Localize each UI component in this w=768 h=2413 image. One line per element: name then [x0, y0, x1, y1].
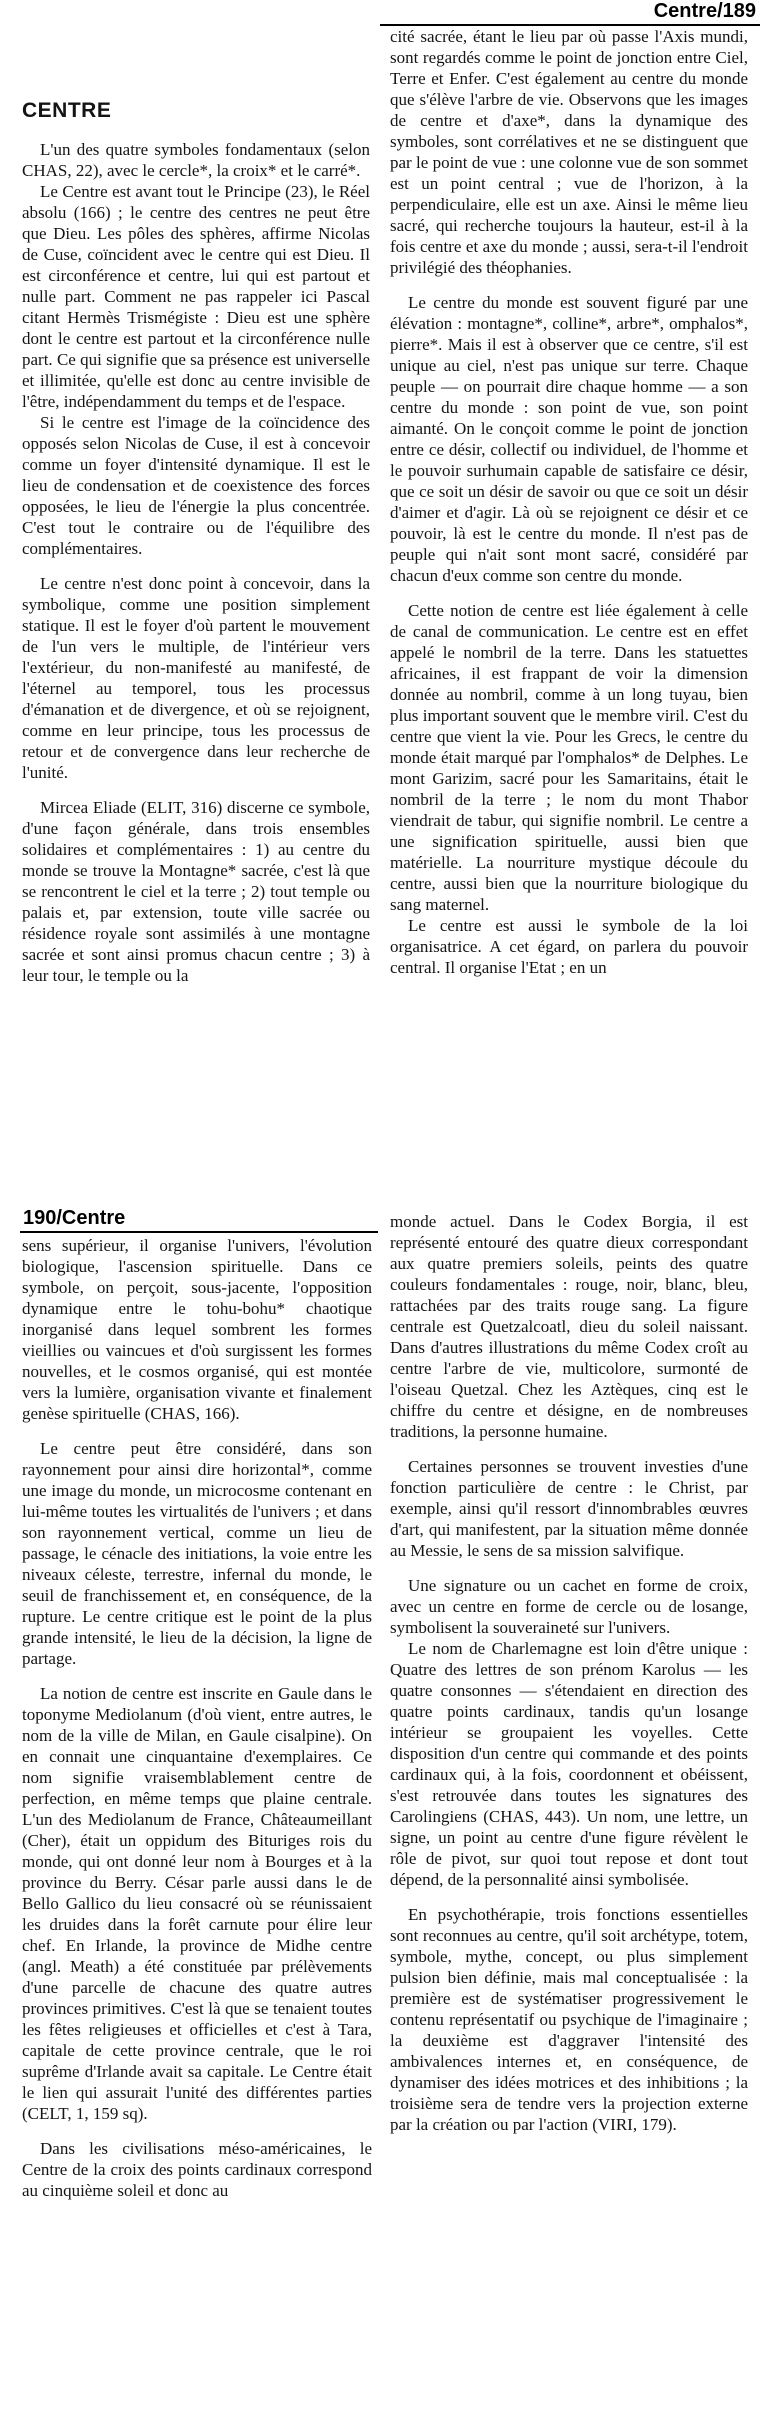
paragraph: Mircea Eliade (ELIT, 316) discerne ce symbole, d'une façon générale, dans trois ensembles solidaires et complémentaires : 1) au centre du monde se trouve la Montagne* sacrée, c'est là que se rencontrent le ciel et la terre ; 2) tout temple ou palais et, par extension, toute ville sacrée ou résidence royale sont assimilés à une montagne sacrée et sont ainsi promus chacun centre ; 3) à leur tour, le temple ou la [22, 798, 370, 985]
paragraph: Cette notion de centre est liée également à celle de canal de communication. Le centre est en effet appelé le nombril de la terre. Dans les statuettes africaines, il est frappant de voir la dimension donnée au nombril, comme à un long tuyau, bien plus important souvent que le membre viril. C'est du centre que vient la vie. Pour les Grecs, le centre du monde était marqué par l'omphalos* de Delphes. Le mont Garizim, sacré pour les Samaritains, était le nombril de la terre ; le nom du mont Thabor viendrait de tabur, qui signifie nombril. Le centre a une signification spirituelle, aussi bien que matérielle. La nourriture mystique découle du centre, aussi bien que la nourriture biologique du sang maternel. [390, 601, 748, 914]
paragraph: Le nom de Charlemagne est loin d'être unique : Quatre des lettres de son prénom Karolus — les quatre consonnes — s'étendaient en direction des quatre points cardinaux, tandis qu'un losange intérieur se groupaient les voyelles. Cette disposition d'un centre qui commande et des points cardinaux qui, à la fois, coordonnent et obéissent, s'est retrouvée dans toutes les signatures des Carolingiens (CHAS, 443). Un nom, une lettre, un signe, un point au centre d'une figure révèlent le rôle de pivot, sur quoi tout repose et dont tout dépend, de la personnalité ainsi symbolisée. [390, 1639, 748, 1889]
running-head: 190/Centre [23, 1207, 126, 1229]
page-190 [0, 1205, 768, 2413]
right-column [390, 1211, 748, 2413]
paragraph: cité sacrée, étant le lieu par où passe l'Axis mundi, sont regardés comme le point de jonction entre Ciel, Terre et Enfer. C'est également au centre du monde que s'élève l'arbre de vie. Observons que les images de centre et d'axe*, dans la dynamique des symboles, sont corrélatives et ne se distinguent que par le point de vue : une colonne vue de son sommet est un point central ; vue de l'horizon, à la perpendiculaire, elle est un axe. Ainsi le même lieu sacré, qui recherche toujours la hauteur, est-il à la fois centre et axe du monde ; aussi, sera-t-il l'endroit privilégié des théophanies. [390, 27, 748, 277]
paragraph: Dans les civilisations méso-américaines, le Centre de la croix des points cardinaux correspond au cinquième soleil et donc au [22, 2139, 372, 2200]
paragraph: sens supérieur, il organise l'univers, l'évolution biologique, l'ascension spirituelle. Dans ce symbole, on perçoit, sous-jacente, l'opposition dynamique entre le tohu-bohu* chaotique inorganisé dans lequel sombrent les formes vieillies ou vaincues et d'où surgissent les formes nouvelles, et le cosmos organisé, qui est montée vers la lumière, organisation vivante et finalement genèse spirituelle (CHAS, 166). [22, 1236, 372, 1423]
paragraph: Le centre du monde est souvent figuré par une élévation : montagne*, colline*, arbre*, omphalos*, pierre*. Mais il est à observer que ce centre, s'il est unique au ciel, n'est pas unique sur terre. Chaque peuple — on pourrait dire chaque homme — a son centre du monde : son point de vue, son point aimanté. On le conçoit comme le point de jonction entre ce désir, collectif ou individuel, de l'homme et le pouvoir surhumain capable de satisfaire ce désir, que ce soit un désir de savoir ou que ce soit un désir d'aimer et d'agir. Là où se rejoignent ce désir et ce pouvoir, là est le centre du monde. Il n'est pas de peuple qui n'ait sont mont sacré, considéré par chacun d'eux comme son centre du monde. [390, 293, 748, 585]
left-column [22, 100, 370, 1205]
running-head: Centre/189 [653, 0, 756, 22]
article-heading: CENTRE [22, 100, 112, 122]
paragraph: Le centre est aussi le symbole de la loi organisatrice. A cet égard, on parlera du pouvoir central. Il organise l'Etat ; en un [390, 916, 748, 977]
paragraph: Certaines personnes se trouvent investies d'une fonction particulière de centre : le Christ, par exemple, ainsi qu'il ressort d'innombrables œuvres d'art, qui manifestent, par la situation même donnée au Messie, le sens de sa mission salvifique. [390, 1457, 748, 1560]
left-column [22, 1235, 372, 2413]
page-189 [0, 0, 768, 1205]
paragraph: monde actuel. Dans le Codex Borgia, il est représenté entouré des quatre dieux correspondant aux quatre premiers soleils, peints des quatre couleurs fondamentales : rouge, noir, blanc, bleu, rattachées par des traits rouge sang. La figure centrale est Quetzalcoatl, dieu du soleil naissant. Dans d'autres illustrations du même Codex croît au centre l'arbre de vie, multicolore, surmonté de l'oiseau Quetzal. Chez les Aztèques, cinq est le chiffre du centre et désigne, en de nombreuses traditions, la personne humaine. [390, 1212, 748, 1441]
paragraph: Le centre n'est donc point à concevoir, dans la symbolique, comme une position simplement statique. Il est le foyer d'où partent le mouvement de l'un vers le multiple, de l'intérieur vers l'extérieur, du non-manifesté au manifesté, de l'éternel au temporel, tous les processus d'émanation et de divergence, et où se rejoignent, comme en leur principe, tous les processus de retour et de convergence dans leur recherche de l'unité. [22, 574, 370, 782]
right-column [390, 26, 748, 1205]
header-rule [20, 1231, 378, 1233]
paragraph: Si le centre est l'image de la coïncidence des opposés selon Nicolas de Cuse, il est à concevoir comme un foyer d'intensité dynamique. Il est le lieu de condensation et de coexistence des forces opposées, le lieu de l'énergie la plus concentrée. C'est tout le contraire ou de l'équilibre des complémentaires. [22, 413, 370, 558]
paragraph: La notion de centre est inscrite en Gaule dans le toponyme Mediolanum (d'où vient, entre autres, le nom de la ville de Milan, en Gaule cisalpine). On en connait une cinquantaine d'exemplaires. Ce nom signifie vraisemblablement centre de perfection, en même temps que plaine centrale. L'un des Mediolanum de France, Châteaumeillant (Cher), était un oppidum des Bituriges rois du monde, qui ont donné leur nom à Bourges et à la province du Berry. César parle aussi dans le de Bello Gallico du lieu consacré où se réunissaient les druides dans la forêt carnute pour élire leur chef. En Irlande, la province de Midhe centre (angl. Meath) a été constituée par prélèvements d'une parcelle de chacune des quatre autres provinces primitives. C'est là que se tenaient toutes les fêtes religieuses et officielles et c'est à Tara, capitale de cette province centrale, que le roi suprême d'Irlande avait sa capitale. Le Centre était le lien qui assurait l'unité des différentes parties (CELT, 1, 159 sq). [22, 1684, 372, 2123]
paragraph: Une signature ou un cachet en forme de croix, avec un centre en forme de cercle ou de losange, symbolisent la souveraineté sur l'univers. [390, 1576, 748, 1637]
paragraph: Le centre peut être considéré, dans son rayonnement pour ainsi dire horizontal*, comme une image du monde, un microcosme contenant en lui-même toutes les virtualités de l'univers ; et dans son rayonnement vertical, comme un lieu de passage, le cénacle des initiations, la voie entre les niveaux céleste, terrestre, infernal du monde, le seuil de franchissement et, en conséquence, de la rupture. Le centre critique est le point de la plus grande intensité, le lieu de la décision, la ligne de partage. [22, 1439, 372, 1668]
paragraph: L'un des quatre symboles fondamentaux (selon CHAS, 22), avec le cercle*, la croix* et le carré*. [22, 140, 370, 180]
paragraph: Le Centre est avant tout le Principe (23), le Réel absolu (166) ; le centre des centres ne peut être que Dieu. Les pôles des sphères, affirme Nicolas de Cuse, coïncident avec le centre qui est Dieu. Il est circonférence et centre, lui qui est partout et nulle part. Comment ne pas rappeler ici Pascal citant Hermès Trismégiste : Dieu est une sphère dont le centre est partout et la circonférence nulle part. Ce qui signifie que sa présence est universelle et illimitée, qu'elle est donc au centre invisible de l'être, indépendamment du temps et de l'espace. [22, 182, 370, 411]
paragraph: En psychothérapie, trois fonctions essentielles sont reconnues au centre, qu'il soit archétype, totem, symbole, mythe, concept, ou plus simplement pulsion bien définie, mais mal conceptualisée : la première est de systématiser progressivement le contenu représentatif ou psychique de l'imaginaire ; la deuxième est d'aggraver l'intensité des ambivalences internes et, en conséquence, de dynamiser des idées motrices et des inhibitions ; la troisième sera de tendre vers la projection externe par la création ou par l'action (VIRI, 179). [390, 1905, 748, 2134]
